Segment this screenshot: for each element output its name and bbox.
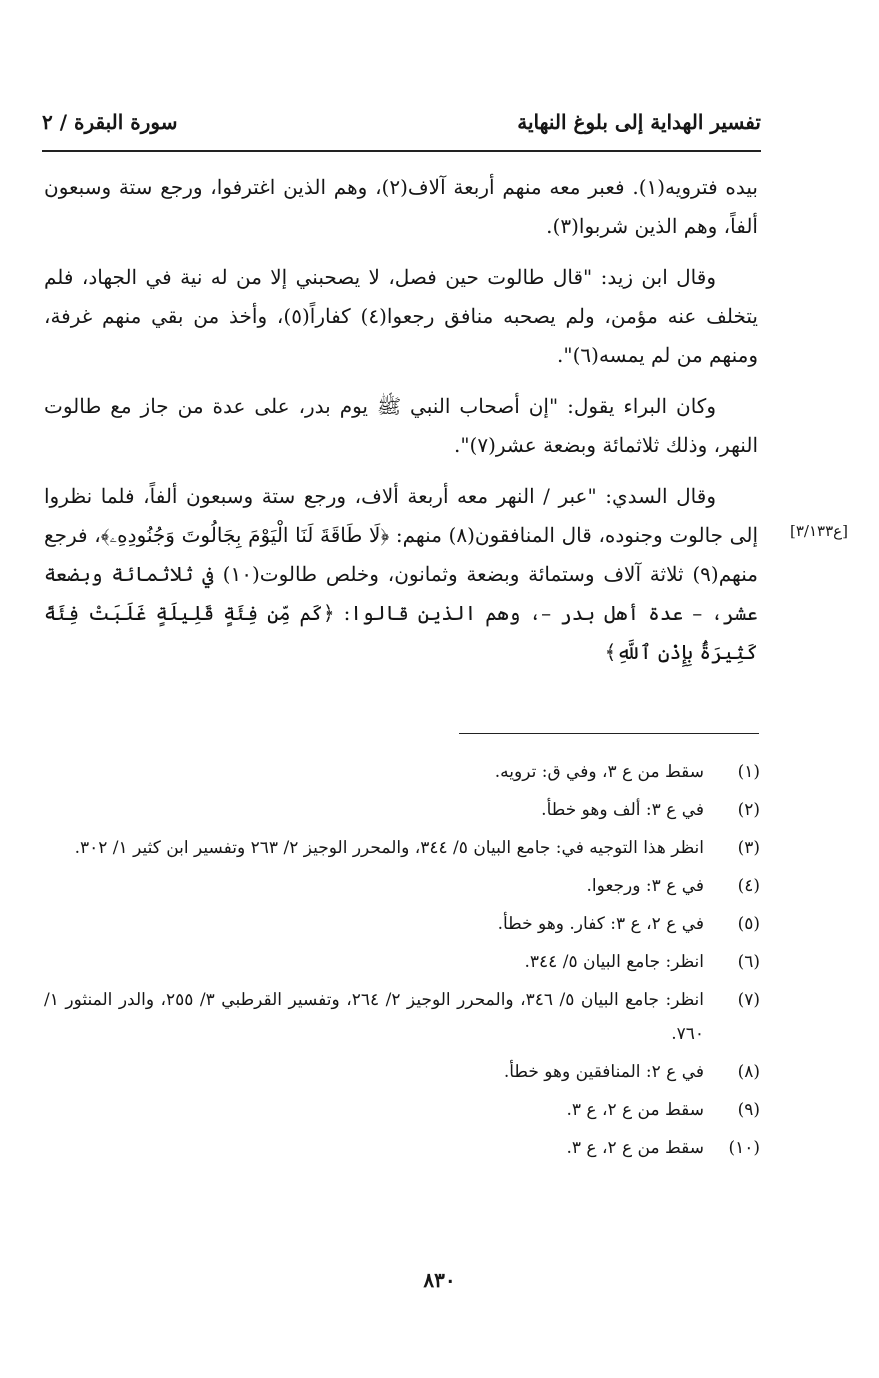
footnote-number: (٢) xyxy=(737,800,760,820)
paragraph-1: بيده فترويه(١). فعبر معه منهم أربعة آلاف(٢)، وهم الذين اغترفوا، ورجع ستة وسبعون ألفاً، وهم الذين شربوا(٣). xyxy=(44,175,758,238)
footnote-text: سقط من ع ٣، وفي ق: ترويه. xyxy=(494,762,704,782)
footnote-text: انظر: جامع البيان ٥/ ٣٤٤. xyxy=(524,952,704,972)
footnote-text: في ع ٣: ألف وهو خطأ. xyxy=(541,800,704,820)
running-header xyxy=(42,110,761,150)
footnote xyxy=(44,1131,760,1165)
footnote-text: في ع ٢: المنافقين وهو خطأ. xyxy=(503,1062,704,1082)
footnote xyxy=(44,1093,760,1127)
footnote xyxy=(44,1055,760,1089)
footnote xyxy=(44,831,760,865)
footnote xyxy=(44,907,760,941)
main-text xyxy=(44,168,758,672)
footnote xyxy=(44,869,760,903)
paragraph-2: وقال ابن زيد: "قال طالوت حين فصل، لا يصحبني إلا من له نية في الجهاد، فلم يتخلف عنه مؤمن، ولم يصحبه منافق رجعوا(٤) كفاراً(٥)، وأخذ من بقي منهم غرفة، ومنهم من لم يمسه(٦)". xyxy=(44,265,758,367)
footnote xyxy=(44,793,760,827)
paragraph-4 xyxy=(44,477,758,672)
footnote-number: (١٠) xyxy=(728,1138,760,1158)
quran-quote-2: ﴿كَم مِّن فِئَةٍ قَلِيلَةٍ غَلَبَتْ فِئَةً كَثِيرَةًۢ بِإِذْنِ ٱللَّهِ﴾ xyxy=(44,601,758,664)
footnote-text: في ع ٢، ع ٣: كفار. وهو خطأ. xyxy=(497,914,704,934)
paragraph-3: وكان البراء يقول: "إن أصحاب النبي ﷺ يوم بدر، على عدة من جاز مع طالوت النهر، وذلك ثلاثمائة وبضعة عشر(٧)". xyxy=(44,394,758,457)
book-title: تفسير الهداية إلى بلوغ النهاية xyxy=(517,110,761,134)
surah-label: سورة البقرة / ٢ xyxy=(42,110,178,134)
paragraph-4-text-b: ، فرجع منهم(٩) ثلاثة آلاف وستمائة وبضعة وثمانون، وخلص طالوت(١٠) في ثلاثمائة وبضعة عشر، – عدة أهل بدر –، وهم الذين قالوا: xyxy=(44,523,759,625)
footnote-number: (١) xyxy=(737,762,760,782)
quran-quote-1: ﴿لَا طَاقَةَ لَنَا الْيَوْمَ بِجَالُوتَ وَجُنُودِهِۦ﴾ xyxy=(100,523,390,547)
footnote-number: (٧) xyxy=(737,990,760,1010)
footnote-number: (٤) xyxy=(737,876,760,896)
footnote-number: (٥) xyxy=(737,914,760,934)
footnote xyxy=(44,983,760,1051)
header-divider xyxy=(42,150,761,152)
footnote-text: انظر: جامع البيان ٥/ ٣٤٦، والمحرر الوجيز ٢/ ٢٦٤، وتفسير القرطبي ٣/ ٢٥٥، والدر المنثور ١/ ٧٦٠. xyxy=(44,990,705,1044)
page-number: ٨٣٠ xyxy=(423,1268,456,1292)
footnote-number: (٦) xyxy=(737,952,760,972)
footnote-text: سقط من ع ٢، ع ٣. xyxy=(566,1138,704,1158)
footnote-number: (٣) xyxy=(737,838,760,858)
footnote xyxy=(44,755,760,789)
manuscript-folio-reference: [ع٣/١٣٣] xyxy=(790,522,848,540)
footnotes xyxy=(44,755,760,1169)
footnote-text: سقط من ع ٢، ع ٣. xyxy=(566,1100,704,1120)
footnote-number: (٨) xyxy=(737,1062,760,1082)
footnote xyxy=(44,945,760,979)
footnote-text: في ع ٣: ورجعوا. xyxy=(586,876,704,896)
footnote-divider xyxy=(459,733,759,734)
paragraph-4-text-a: وقال السدي: "عبر / النهر معه أربعة ألاف، ورجع ستة وسبعون ألفاً، فلما نظروا إلى جالوت وجنوده، قال المنافقون(٨) منهم: xyxy=(44,484,759,547)
footnote-number: (٩) xyxy=(737,1100,760,1120)
footnote-text: انظر هذا التوجيه في: جامع البيان ٥/ ٣٤٤، والمحرر الوجيز ٢/ ٢٦٣ وتفسير ابن كثير ١/ ٣٠٢. xyxy=(74,838,704,858)
